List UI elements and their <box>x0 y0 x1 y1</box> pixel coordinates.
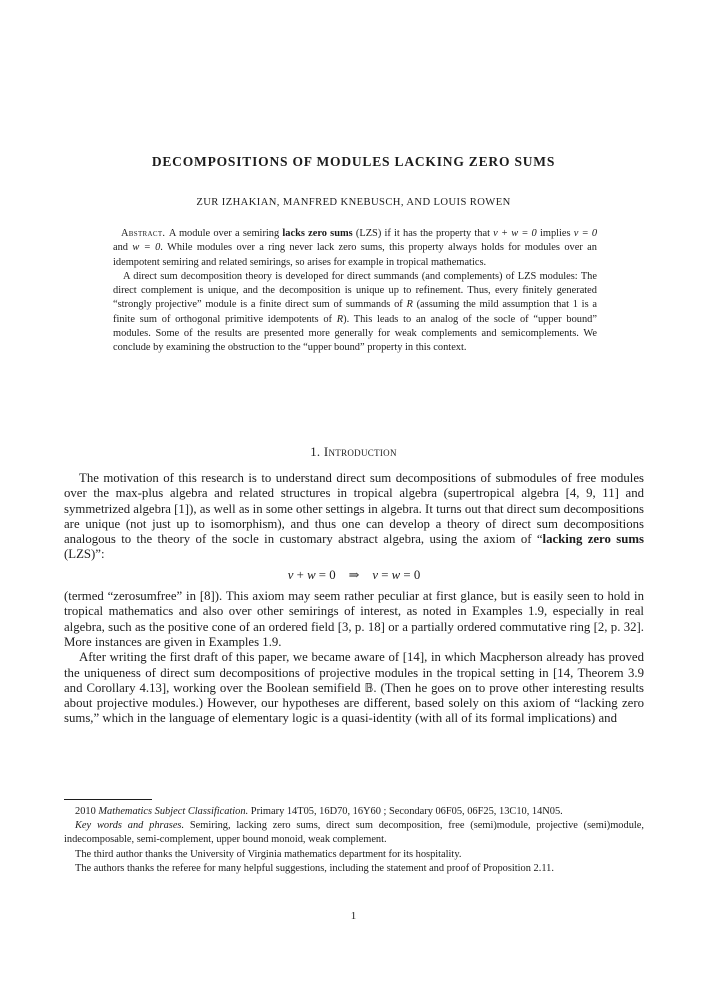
footnote-thanks-hospitality <box>64 848 644 862</box>
text-run: After writing the first draft of this paper, we became aware of [14], in which Macpherson already has proved the uniqueness of direct sum decompositions of projective modules in the tropical setting in [14, Theorem 3.9 and Corollary 4.13], working over the Boolean semifield <box>64 650 648 695</box>
footnotes <box>64 799 647 876</box>
text-run: A direct sum decomposition theory is developed for direct summands (and complements) of LZS modules: The direct complement is unique, and the decomposition is unique up to refinement. Thus, every finitely generated “strongly projective” module is a finite direct sum of summands of <box>113 270 600 311</box>
text-run: w <box>391 567 401 582</box>
text-run: The third author thanks the University of Virginia mathematics department for its hospitality. <box>75 848 462 860</box>
text-run: + <box>293 567 308 582</box>
text-run: = 0 <box>400 567 421 582</box>
text-run: The authors thanks the referee for many helpful suggestions, including the statement and proof of Proposition 2.11. <box>75 862 554 874</box>
footnote-keywords <box>64 819 647 847</box>
text-run: 𝔹 <box>364 680 374 695</box>
text-run: v = 0 <box>573 228 598 239</box>
display-formula <box>64 568 644 583</box>
text-run: w <box>307 567 316 582</box>
section-heading <box>0 445 707 460</box>
text-run: ). This leads to an analog of the socle of “upper bound” modules. Some of the results are presented more generally for weak complements and semicomplements. We conclude by examining the obstruction to the “upper bound” property in this context. <box>113 313 600 354</box>
text-run: lacks zero sums <box>282 228 353 239</box>
abstract-label: Abstract. <box>121 228 169 239</box>
text-run: w = 0 <box>132 242 161 254</box>
paper-title: DECOMPOSITIONS OF MODULES LACKING ZERO SUMS <box>151 154 556 169</box>
text-run: . (Then he goes on to prove other interesting results about projective modules.) However, our hypotheses are different, based solely on this axiom of “lacking zero sums,” which in the language of elementary logic is a quasi-identity (with all of its formal implications) and <box>64 680 648 726</box>
text-run: = <box>378 567 392 582</box>
abstract-paragraph-1 <box>113 227 600 270</box>
abstract <box>113 227 600 356</box>
section-number: 1. <box>310 445 321 459</box>
body-paragraph-3 <box>64 650 648 726</box>
text-run: (LZS)”: <box>64 532 648 562</box>
text-run: . While modules over a ring never lack zero sums, this property always holds for modules over an idempotent semiring and related semirings, so arises for example in tropical mathematics. <box>113 242 600 268</box>
text-run: and <box>113 228 600 254</box>
text-run: ⇒ <box>348 567 360 582</box>
text-run: (termed “zerosumfree” in [8]). This axiom may seem rather peculiar at first glance, but is easily seen to hold in tropical mathematics and also over other semirings of interest, as noted in Examples 1.9, especially in real algebra, such as the positive cone of an ordered field [3, p. 18] or a partially ordered commutative ring [2, p. 32]. More instances are given in Examples 1.9. <box>64 589 648 649</box>
section-title: Introduction <box>323 445 397 459</box>
footnote-rule <box>64 799 152 800</box>
text-run: R <box>336 313 344 325</box>
body-paragraph-1 <box>64 471 648 563</box>
text-run: Key words and phrases. <box>75 820 185 832</box>
text-run: v <box>287 567 294 582</box>
paper-authors: ZUR IZHAKIAN, MANFRED KNEBUSCH, AND LOUIS ROWEN <box>196 197 511 208</box>
text-run: A module over a semiring <box>168 228 283 239</box>
text-run: = 0 <box>315 567 336 582</box>
introduction-body <box>64 471 648 727</box>
text-run: implies <box>536 228 574 239</box>
text-run: lacking zero sums <box>542 532 644 547</box>
text-run: (LZS) if it has the property that <box>352 228 494 239</box>
text-run: v + w = 0 <box>493 228 537 239</box>
text-run: Semiring, lacking zero sums, direct sum decomposition, free (semi)module, projective (semi)module, indecomposable, semi-complement, upper bound monoid, weak complement. <box>64 820 647 846</box>
text-run: v <box>372 567 379 582</box>
text-run: R <box>406 299 413 311</box>
text-run: The motivation of this research is to understand direct sum decompositions of submodules of free modules over the max-plus algebra and related structures in tropical algebra (supertropical algebra [4, 9, 11] and symmetrized algebra [1]), as well as in some other settings in algebra. It turns out that direct sum decompositions are unique (not just up to isomorphism), and thus one can develop a theory of direct sum decompositions analogous to the theory of the socle in customary abstract algebra, using the axiom of “ <box>64 471 648 547</box>
text-run: Mathematics Subject Classification. <box>98 806 249 817</box>
abstract-text-1 <box>113 228 600 268</box>
footnote-msc <box>64 805 644 819</box>
footnote-thanks-referee <box>64 862 644 876</box>
text-run: Primary 14T05, 16D70, 16Y60 ; Secondary 06F05, 06F25, 13C10, 14N05. <box>248 806 563 817</box>
body-paragraph-2 <box>64 589 648 650</box>
abstract-paragraph-2 <box>113 270 600 356</box>
page-number: 1 <box>350 910 357 922</box>
text-run: 2010 <box>75 806 99 817</box>
text-run: (assuming the mild assumption that 1 is a finite sum of orthogonal primitive idempotents of <box>113 299 600 325</box>
